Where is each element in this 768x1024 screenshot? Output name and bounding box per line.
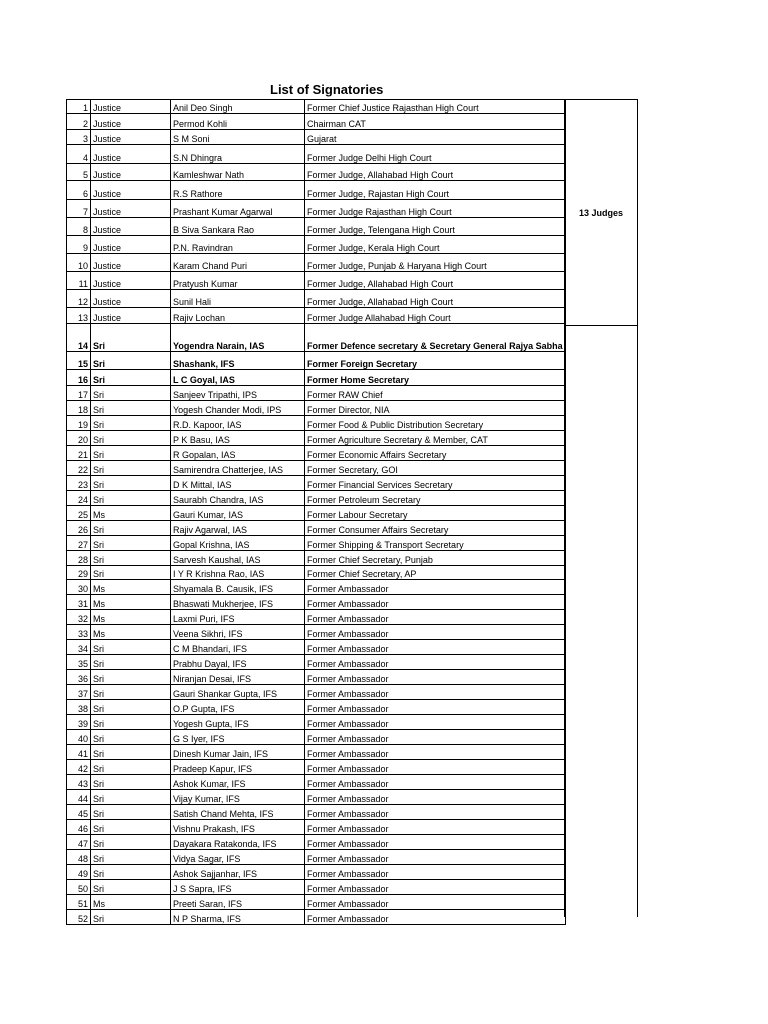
table-row <box>67 760 566 775</box>
cell-name: R Gopalan, IAS <box>171 446 305 461</box>
table-row <box>67 805 566 820</box>
cell-number: 3 <box>67 130 91 145</box>
table-row <box>67 130 566 145</box>
signatories-table <box>66 99 566 925</box>
cell-title: Sri <box>91 640 171 655</box>
cell-number: 21 <box>67 446 91 461</box>
cell-title: Sri <box>91 655 171 670</box>
cell-position: Former Judge, Rajastan High Court <box>305 181 566 200</box>
table-row <box>67 865 566 880</box>
cell-title: Ms <box>91 610 171 625</box>
cell-number: 5 <box>67 164 91 181</box>
cell-name: Gauri Shankar Gupta, IFS <box>171 685 305 700</box>
table-row <box>67 775 566 790</box>
cell-position: Former Judge Delhi High Court <box>305 145 566 164</box>
table-row <box>67 308 566 324</box>
cell-position: Former Judge, Allahabad High Court <box>305 272 566 290</box>
table-row <box>67 370 566 386</box>
cell-number: 49 <box>67 865 91 880</box>
cell-name: Yogendra Narain, IAS <box>171 324 305 352</box>
cell-title: Sri <box>91 760 171 775</box>
cell-name: S.N Dhingra <box>171 145 305 164</box>
cell-number: 26 <box>67 521 91 536</box>
cell-position: Former Economic Affairs Secretary <box>305 446 566 461</box>
cell-position: Former Ambassador <box>305 895 566 910</box>
cell-number: 45 <box>67 805 91 820</box>
cell-position: Former Chief Justice Rajasthan High Court <box>305 100 566 114</box>
table-row <box>67 491 566 506</box>
cell-title: Sri <box>91 805 171 820</box>
cell-number: 40 <box>67 730 91 745</box>
cell-number: 44 <box>67 790 91 805</box>
cell-position: Former Judge, Telengana High Court <box>305 218 566 236</box>
cell-number: 14 <box>67 324 91 352</box>
cell-number: 12 <box>67 290 91 308</box>
cell-position: Former Secretary, GOI <box>305 461 566 476</box>
cell-name: Pratyush Kumar <box>171 272 305 290</box>
cell-title: Sri <box>91 416 171 431</box>
table-row <box>67 324 566 352</box>
table-row <box>67 700 566 715</box>
table-row <box>67 416 566 431</box>
cell-number: 42 <box>67 760 91 775</box>
cell-title: Sri <box>91 685 171 700</box>
cell-title: Sri <box>91 730 171 745</box>
cell-position: Former Ambassador <box>305 640 566 655</box>
cell-number: 28 <box>67 551 91 566</box>
cell-position: Former Ambassador <box>305 625 566 640</box>
cell-title: Ms <box>91 625 171 640</box>
cell-position: Former Ambassador <box>305 745 566 760</box>
cell-name: Dinesh Kumar Jain, IFS <box>171 745 305 760</box>
cell-number: 13 <box>67 308 91 324</box>
cell-title: Sri <box>91 491 171 506</box>
table-row <box>67 352 566 370</box>
cell-title: Sri <box>91 910 171 925</box>
table-row <box>67 670 566 685</box>
cell-position: Former Chief Secretary, AP <box>305 566 566 580</box>
cell-position: Chairman CAT <box>305 114 566 130</box>
cell-number: 52 <box>67 910 91 925</box>
cell-title: Justice <box>91 290 171 308</box>
cell-name: Bhaswati Mukherjee, IFS <box>171 595 305 610</box>
signatories-table-body <box>67 100 566 925</box>
table-row <box>67 715 566 730</box>
cell-position: Former Ambassador <box>305 835 566 850</box>
table-row <box>67 536 566 551</box>
cell-name: Ashok Kumar, IFS <box>171 775 305 790</box>
table-row <box>67 164 566 181</box>
cell-position: Former Ambassador <box>305 775 566 790</box>
cell-number: 23 <box>67 476 91 491</box>
cell-title: Sri <box>91 536 171 551</box>
cell-number: 47 <box>67 835 91 850</box>
table-row <box>67 580 566 595</box>
cell-name: L C Goyal, IAS <box>171 370 305 386</box>
cell-name: Vijay Kumar, IFS <box>171 790 305 805</box>
cell-number: 48 <box>67 850 91 865</box>
cell-name: Preeti Saran, IFS <box>171 895 305 910</box>
cell-name: I Y R Krishna Rao, IAS <box>171 566 305 580</box>
cell-position: Former Ambassador <box>305 760 566 775</box>
cell-position: Former Ambassador <box>305 700 566 715</box>
cell-position: Former Ambassador <box>305 730 566 745</box>
cell-name: Rajiv Agarwal, IAS <box>171 521 305 536</box>
cell-position: Former Judge, Allahabad High Court <box>305 290 566 308</box>
cell-number: 36 <box>67 670 91 685</box>
cell-name: Karam Chand Puri <box>171 254 305 272</box>
cell-position: Former Ambassador <box>305 715 566 730</box>
cell-position: Gujarat <box>305 130 566 145</box>
cell-position: Former Ambassador <box>305 880 566 895</box>
cell-name: Sunil Hali <box>171 290 305 308</box>
cell-name: D K Mittal, IAS <box>171 476 305 491</box>
cell-title: Sri <box>91 775 171 790</box>
cell-position: Former Ambassador <box>305 655 566 670</box>
cell-position: Former Director, NIA <box>305 401 566 416</box>
cell-name: Laxmi Puri, IFS <box>171 610 305 625</box>
cell-title: Sri <box>91 370 171 386</box>
cell-number: 34 <box>67 640 91 655</box>
table-row <box>67 181 566 200</box>
cell-title: Justice <box>91 130 171 145</box>
cell-number: 22 <box>67 461 91 476</box>
table-row <box>67 910 566 925</box>
cell-title: Sri <box>91 820 171 835</box>
cell-title: Ms <box>91 595 171 610</box>
cell-title: Justice <box>91 308 171 324</box>
cell-title: Ms <box>91 895 171 910</box>
cell-title: Sri <box>91 352 171 370</box>
table-row <box>67 386 566 401</box>
cell-title: Sri <box>91 566 171 580</box>
cell-name: Vishnu Prakash, IFS <box>171 820 305 835</box>
cell-title: Sri <box>91 715 171 730</box>
cell-title: Justice <box>91 272 171 290</box>
cell-title: Justice <box>91 236 171 254</box>
cell-name: R.S Rathore <box>171 181 305 200</box>
cell-title: Sri <box>91 790 171 805</box>
cell-position: Former Agriculture Secretary & Member, CAT <box>305 431 566 446</box>
cell-name: Satish Chand Mehta, IFS <box>171 805 305 820</box>
document-title: List of Signatories <box>270 82 384 97</box>
others-group-box <box>564 325 638 917</box>
cell-number: 25 <box>67 506 91 521</box>
table-row <box>67 431 566 446</box>
cell-position: Former Financial Services Secretary <box>305 476 566 491</box>
cell-number: 11 <box>67 272 91 290</box>
cell-number: 2 <box>67 114 91 130</box>
cell-number: 18 <box>67 401 91 416</box>
cell-title: Sri <box>91 386 171 401</box>
table-row <box>67 218 566 236</box>
cell-number: 10 <box>67 254 91 272</box>
cell-name: Shyamala B. Causik, IFS <box>171 580 305 595</box>
table-row <box>67 521 566 536</box>
cell-number: 50 <box>67 880 91 895</box>
cell-name: P.N. Ravindran <box>171 236 305 254</box>
cell-title: Justice <box>91 164 171 181</box>
cell-title: Sri <box>91 880 171 895</box>
table-row <box>67 895 566 910</box>
table-row <box>67 566 566 580</box>
cell-position: Former Ambassador <box>305 805 566 820</box>
cell-number: 35 <box>67 655 91 670</box>
cell-number: 17 <box>67 386 91 401</box>
cell-number: 24 <box>67 491 91 506</box>
cell-number: 41 <box>67 745 91 760</box>
cell-title: Justice <box>91 254 171 272</box>
cell-position: Former Consumer Affairs Secretary <box>305 521 566 536</box>
cell-number: 43 <box>67 775 91 790</box>
cell-number: 20 <box>67 431 91 446</box>
cell-number: 19 <box>67 416 91 431</box>
cell-position: Former Labour Secretary <box>305 506 566 521</box>
cell-number: 38 <box>67 700 91 715</box>
table-row <box>67 236 566 254</box>
table-row <box>67 595 566 610</box>
cell-position: Former Ambassador <box>305 580 566 595</box>
cell-title: Justice <box>91 100 171 114</box>
cell-position: Former Ambassador <box>305 850 566 865</box>
cell-number: 39 <box>67 715 91 730</box>
cell-title: Sri <box>91 521 171 536</box>
cell-name: Dayakara Ratakonda, IFS <box>171 835 305 850</box>
cell-position: Former RAW Chief <box>305 386 566 401</box>
cell-position: Former Home Secretary <box>305 370 566 386</box>
table-row <box>67 200 566 218</box>
cell-position: Former Judge, Allahabad High Court <box>305 164 566 181</box>
cell-name: B Siva Sankara Rao <box>171 218 305 236</box>
cell-name: N P Sharma, IFS <box>171 910 305 925</box>
cell-position: Former Defence secretary & Secretary General Rajya Sabha <box>305 324 566 352</box>
cell-title: Sri <box>91 850 171 865</box>
table-row <box>67 685 566 700</box>
cell-number: 46 <box>67 820 91 835</box>
cell-title: Sri <box>91 446 171 461</box>
cell-title: Sri <box>91 401 171 416</box>
cell-position: Former Ambassador <box>305 820 566 835</box>
cell-title: Sri <box>91 324 171 352</box>
table-row <box>67 290 566 308</box>
cell-name: Samirendra Chatterjee, IAS <box>171 461 305 476</box>
cell-title: Justice <box>91 145 171 164</box>
cell-name: Ashok Sajjanhar, IFS <box>171 865 305 880</box>
cell-name: Sanjeev Tripathi, IPS <box>171 386 305 401</box>
cell-position: Former Judge Rajasthan High Court <box>305 200 566 218</box>
cell-name: Shashank, IFS <box>171 352 305 370</box>
cell-name: Yogesh Chander Modi, IPS <box>171 401 305 416</box>
cell-title: Justice <box>91 181 171 200</box>
cell-title: Justice <box>91 200 171 218</box>
cell-number: 32 <box>67 610 91 625</box>
cell-position: Former Judge, Kerala High Court <box>305 236 566 254</box>
table-row <box>67 114 566 130</box>
table-row <box>67 745 566 760</box>
cell-name: Kamleshwar Nath <box>171 164 305 181</box>
cell-name: Niranjan Desai, IFS <box>171 670 305 685</box>
cell-number: 33 <box>67 625 91 640</box>
cell-name: Saurabh Chandra, IAS <box>171 491 305 506</box>
cell-name: Gopal Krishna, IAS <box>171 536 305 551</box>
cell-title: Sri <box>91 461 171 476</box>
cell-name: Gauri Kumar, IAS <box>171 506 305 521</box>
cell-name: Rajiv Lochan <box>171 308 305 324</box>
cell-name: C M Bhandari, IFS <box>171 640 305 655</box>
cell-name: G S Iyer, IFS <box>171 730 305 745</box>
cell-title: Justice <box>91 114 171 130</box>
table-row <box>67 551 566 566</box>
cell-title: Sri <box>91 835 171 850</box>
cell-name: S M Soni <box>171 130 305 145</box>
cell-name: P K Basu, IAS <box>171 431 305 446</box>
cell-name: Pradeep Kapur, IFS <box>171 760 305 775</box>
cell-title: Sri <box>91 670 171 685</box>
cell-title: Sri <box>91 431 171 446</box>
cell-number: 29 <box>67 566 91 580</box>
table-row <box>67 880 566 895</box>
table-row <box>67 446 566 461</box>
table-row <box>67 640 566 655</box>
cell-number: 15 <box>67 352 91 370</box>
cell-number: 6 <box>67 181 91 200</box>
cell-name: J S Sapra, IFS <box>171 880 305 895</box>
cell-position: Former Petroleum Secretary <box>305 491 566 506</box>
table-row <box>67 835 566 850</box>
cell-title: Sri <box>91 865 171 880</box>
table-row <box>67 655 566 670</box>
cell-name: Sarvesh Kaushal, IAS <box>171 551 305 566</box>
cell-position: Former Ambassador <box>305 670 566 685</box>
table-row <box>67 254 566 272</box>
table-row <box>67 820 566 835</box>
table-row <box>67 476 566 491</box>
cell-title: Ms <box>91 580 171 595</box>
cell-name: Anil Deo Singh <box>171 100 305 114</box>
table-row <box>67 610 566 625</box>
cell-title: Sri <box>91 551 171 566</box>
cell-name: Vidya Sagar, IFS <box>171 850 305 865</box>
cell-position: Former Judge Allahabad High Court <box>305 308 566 324</box>
cell-title: Sri <box>91 476 171 491</box>
cell-position: Former Food & Public Distribution Secretary <box>305 416 566 431</box>
table-row <box>67 272 566 290</box>
cell-position: Former Ambassador <box>305 610 566 625</box>
judges-group-box <box>564 99 638 326</box>
cell-number: 8 <box>67 218 91 236</box>
cell-position: Former Judge, Punjab & Haryana High Court <box>305 254 566 272</box>
cell-title: Justice <box>91 218 171 236</box>
cell-position: Former Ambassador <box>305 595 566 610</box>
cell-name: Yogesh Gupta, IFS <box>171 715 305 730</box>
cell-position: Former Foreign Secretary <box>305 352 566 370</box>
cell-position: Former Ambassador <box>305 685 566 700</box>
table-row <box>67 100 566 114</box>
table-row <box>67 850 566 865</box>
cell-number: 1 <box>67 100 91 114</box>
cell-name: Veena Sikhri, IFS <box>171 625 305 640</box>
table-row <box>67 625 566 640</box>
table-row <box>67 461 566 476</box>
cell-position: Former Ambassador <box>305 865 566 880</box>
cell-number: 27 <box>67 536 91 551</box>
cell-name: Prabhu Dayal, IFS <box>171 655 305 670</box>
cell-number: 51 <box>67 895 91 910</box>
judges-group-label: 13 Judges <box>578 207 624 218</box>
cell-number: 16 <box>67 370 91 386</box>
cell-number: 7 <box>67 200 91 218</box>
cell-number: 37 <box>67 685 91 700</box>
cell-position: Former Shipping & Transport Secretary <box>305 536 566 551</box>
table-row <box>67 790 566 805</box>
cell-number: 30 <box>67 580 91 595</box>
table-row <box>67 401 566 416</box>
cell-number: 31 <box>67 595 91 610</box>
table-row <box>67 506 566 521</box>
cell-number: 4 <box>67 145 91 164</box>
cell-title: Sri <box>91 700 171 715</box>
cell-name: Permod Kohli <box>171 114 305 130</box>
cell-position: Former Ambassador <box>305 790 566 805</box>
cell-position: Former Chief Secretary, Punjab <box>305 551 566 566</box>
cell-name: O.P Gupta, IFS <box>171 700 305 715</box>
table-row <box>67 145 566 164</box>
cell-number: 9 <box>67 236 91 254</box>
table-row <box>67 730 566 745</box>
cell-title: Sri <box>91 745 171 760</box>
cell-name: R.D. Kapoor, IAS <box>171 416 305 431</box>
cell-name: Prashant Kumar Agarwal <box>171 200 305 218</box>
cell-position: Former Ambassador <box>305 910 566 925</box>
cell-title: Ms <box>91 506 171 521</box>
